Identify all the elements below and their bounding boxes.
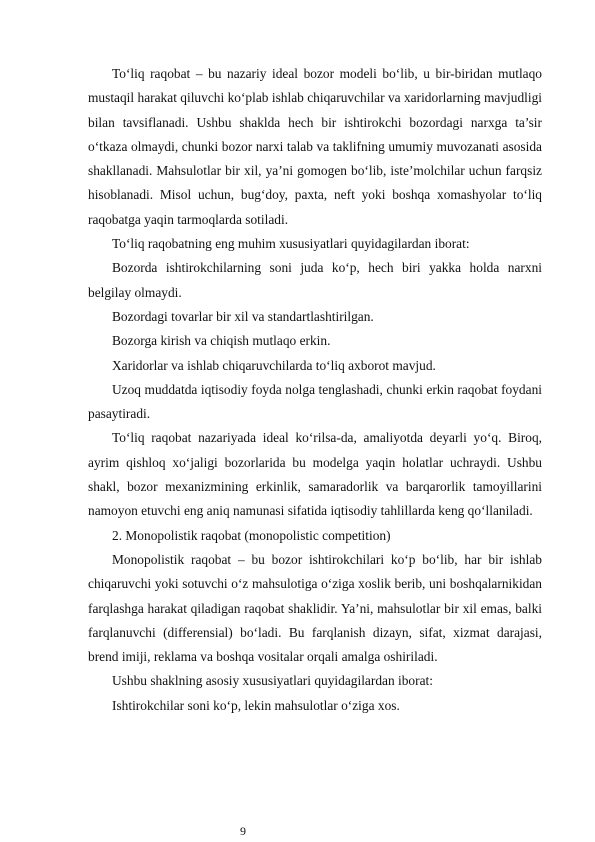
- document-body: [88, 62, 542, 718]
- paragraph-feature-zero-profit: Uzoq muddatda iqtisodiy foyda nolga tenglashadi, chunki erkin raqobat foydani pasaytiradi.: [88, 381, 542, 422]
- paragraph-perfect-competition-definition: To‘liq raqobat – bu nazariy ideal bozor modeli bo‘lib, u bir-biridan mutlaqo mustaqil harakat qiluvchi ko‘plab ishlab chiqaruvchilar va xaridorlarning mavjudligi bilan tavsiflanadi. Ushbu shaklda hech bir ishtirokchi bozordagi narxga ta’sir o‘tkaza olmaydi, chunki bozor narxi talab va taklifning umumiy muvozanati asosida shakllanadi. Mahsulotlar bir xil, ya’ni gomogen bo‘lib, iste’molchilar uchun farqsiz hisoblanadi. Misol uchun, bug‘doy, paxta, neft yoki boshqa xomashyolar to‘liq raqobatga yaqin tarmoqlarda sotiladi.: [88, 66, 542, 227]
- paragraph-features-intro: To‘liq raqobatning eng muhim xususiyatlari quyidagilardan iborat:: [112, 236, 470, 252]
- section-heading-monopolistic-competition: 2. Monopolistik raqobat (monopolistic competition): [112, 527, 391, 543]
- paragraph-monopolistic-features-intro: Ushbu shaklning asosiy xususiyatlari quyidagilardan iborat:: [112, 673, 433, 689]
- paragraph-feature-homogeneous-goods: Bozordagi tovarlar bir xil va standartlashtirilgan.: [112, 308, 374, 324]
- paragraph-monopolistic-feature-many-participants: Ishtirokchilar soni ko‘p, lekin mahsulotlar o‘ziga xos.: [112, 697, 400, 713]
- paragraph-perfect-competition-practice: To‘liq raqobat nazariyada ideal ko‘rilsa-da, amaliyotda deyarli yo‘q. Biroq, ayrim qishloq xo‘jaligi bozorlarida bu modelga yaqin holatlar uchraydi. Ushbu shakl, bozor mexanizmining erkinlik, samaradorlik va barqarorlik tamoyillarini namoyon etuvchi eng aniq namunasi sifatida iqtisodiy tahlillarda keng qo‘llaniladi.: [88, 430, 542, 519]
- page-number: 9: [240, 824, 246, 838]
- paragraph-feature-many-participants: Bozorda ishtirokchilarning soni juda ko‘p, hech biri yakka holda narxni belgilay olmaydi.: [88, 260, 542, 300]
- paragraph-feature-free-entry: Bozorga kirish va chiqish mutlaqo erkin.: [112, 333, 331, 349]
- paragraph-feature-full-information: Xaridorlar va ishlab chiqaruvchilarda to‘liq axborot mavjud.: [112, 357, 436, 373]
- paragraph-monopolistic-competition-definition: Monopolistik raqobat – bu bozor ishtirokchilari ko‘p bo‘lib, har bir ishlab chiqaruvchi yoki sotuvchi o‘z mahsulotiga o‘ziga xoslik berib, uni boshqalarnikidan farqlashga harakat qiladigan raqobat shaklidir. Ya’ni, mahsulotlar bir xil emas, balki farqlanuvchi (differensial) bo‘ladi. Bu farqlanish dizayn, sifat, xizmat darajasi, brend imiji, reklama va boshqa vositalar orqali amalga oshiriladi.: [88, 551, 542, 665]
